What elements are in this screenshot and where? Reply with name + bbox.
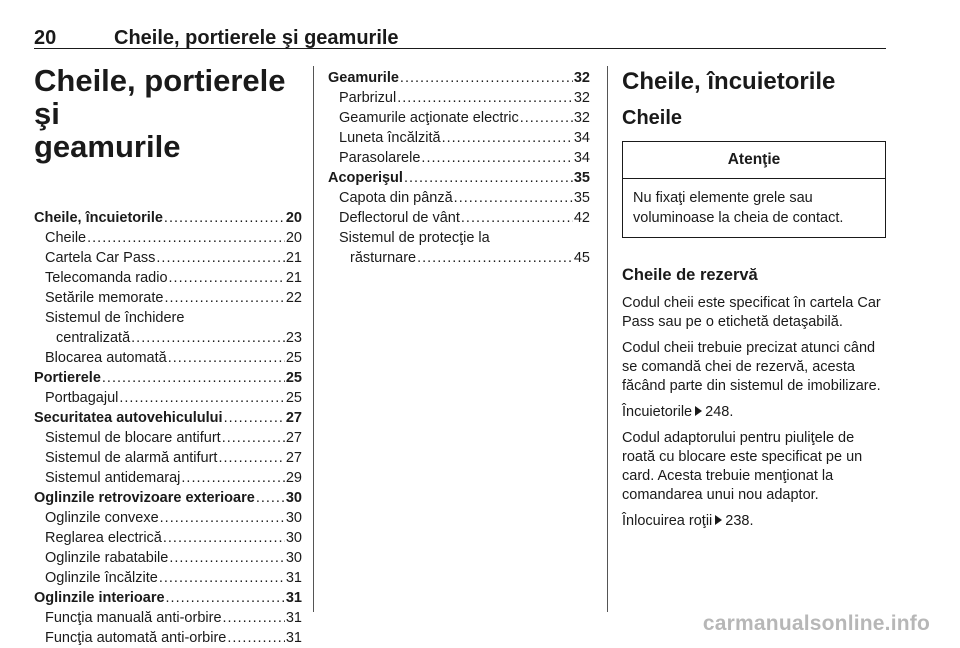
toc-entry-label: Oglinzile încălzite <box>45 570 158 586</box>
toc-entry-label: Acoperişul <box>328 170 403 186</box>
cross-reference[interactable] <box>622 403 888 422</box>
dot-leader <box>168 348 285 368</box>
page-header <box>34 24 886 49</box>
dot-leader <box>404 168 573 188</box>
reference-page: 238. <box>725 513 754 529</box>
paragraph: Codul adaptorului pentru piuliţele de roată cu blocare este specificat pe un card. Acesta trebuie menţionat la comandarea unui nou adaptor. <box>622 430 863 503</box>
dot-leader <box>520 108 573 128</box>
toc-list <box>328 68 590 268</box>
dot-leader <box>400 68 573 88</box>
toc-entry-label: Geamurile acţionate electric <box>339 110 519 126</box>
toc-entry-page: 23 <box>285 330 302 346</box>
header-title: Cheile, portierele şi geamurile <box>114 27 399 49</box>
toc-entry[interactable] <box>328 208 590 228</box>
dot-leader <box>163 528 285 548</box>
dot-leader <box>417 248 573 268</box>
paragraph: Codul cheii este specificat în cartela Car Pass sau pe o etichetă detaşabilă. <box>622 295 881 330</box>
dot-leader <box>454 188 573 208</box>
toc-entry-page: 20 <box>285 210 302 226</box>
toc-entry[interactable] <box>34 508 302 528</box>
toc-section-entry[interactable] <box>328 68 590 88</box>
toc-entry-page: 21 <box>285 270 302 286</box>
toc-entry-page: 31 <box>285 570 302 586</box>
toc-entry-label: Portierele <box>34 370 101 386</box>
dot-leader <box>256 488 285 508</box>
column-divider <box>313 66 314 612</box>
toc-entry-page: 34 <box>573 130 590 146</box>
toc-entry-page: 27 <box>285 410 302 426</box>
toc-entry-page: 25 <box>285 350 302 366</box>
toc-entry[interactable] <box>328 128 590 148</box>
toc-entry-label: Deflectorul de vânt <box>339 210 460 226</box>
chapter-title-line: Cheile, portierele şi <box>34 63 286 131</box>
reference-text: Înlocuirea roţii <box>622 513 713 529</box>
toc-entry[interactable]: Sistemul de protecţie la <box>339 230 490 246</box>
watermark: carmanualsonline.info <box>702 612 930 635</box>
toc-entry-label: Oglinzile retrovizoare exterioare <box>34 490 255 506</box>
toc-entry-label: Sistemul de blocare antifurt <box>45 430 221 446</box>
toc-entry[interactable] <box>34 248 302 268</box>
toc-entry-page: 20 <box>285 230 302 246</box>
paragraph: Codul cheii trebuie precizat atunci când se comandă chei de rezervă, acesta făcând parte din sistemul de imobilizare. <box>622 340 881 394</box>
dot-leader <box>227 628 285 648</box>
toc-entry-label: Funcţia automată anti-orbire <box>45 630 227 646</box>
chapter-title <box>34 64 302 163</box>
toc-entry[interactable] <box>34 448 302 468</box>
dot-leader <box>156 248 284 268</box>
toc-entry-label: Securitatea autovehiculului <box>34 410 223 426</box>
toc-entry[interactable] <box>34 388 302 408</box>
toc-entry-label: Portbagajul <box>45 390 119 406</box>
toc-section-entry[interactable] <box>34 588 302 608</box>
warning-box <box>622 141 886 238</box>
warning-title: Atenţie <box>623 142 885 179</box>
toc-entry-label: Parasolarele <box>339 150 421 166</box>
toc-entry-label: Reglarea electrică <box>45 530 162 546</box>
toc-entry-page: 35 <box>573 190 590 206</box>
toc-column-1 <box>34 64 302 648</box>
dot-leader <box>461 208 573 228</box>
dot-leader <box>223 608 285 628</box>
toc-entry-page: 32 <box>573 70 590 86</box>
dot-leader <box>119 388 285 408</box>
toc-entry-label: Funcţia manuală anti-orbire <box>45 610 222 626</box>
dot-leader <box>166 588 285 608</box>
toc-entry[interactable] <box>328 188 590 208</box>
toc-section-entry[interactable] <box>34 208 302 228</box>
toc-entry-label: Luneta încălzită <box>339 130 441 146</box>
toc-entry-label: Cheile, încuietorile <box>34 210 163 226</box>
toc-entry[interactable] <box>34 268 302 288</box>
reference-text: Încuietorile <box>622 404 693 420</box>
toc-entry[interactable] <box>34 528 302 548</box>
toc-column-2 <box>328 68 590 268</box>
toc-entry-label: Sistemul antidemaraj <box>45 470 181 486</box>
toc-entry[interactable] <box>34 468 302 488</box>
arrow-right-icon <box>715 515 722 525</box>
toc-entry-page: 21 <box>285 250 302 266</box>
dot-leader <box>169 548 285 568</box>
dot-leader <box>397 88 573 108</box>
toc-entry[interactable] <box>34 228 302 248</box>
toc-entry-label: Cheile <box>45 230 87 246</box>
dot-leader <box>218 448 284 468</box>
toc-section-entry[interactable] <box>328 168 590 188</box>
toc-entry-label: Oglinzile rabatabile <box>45 550 169 566</box>
toc-entry-page: 22 <box>285 290 302 306</box>
toc-entry[interactable] <box>328 88 590 108</box>
toc-entry[interactable] <box>34 288 302 308</box>
toc-entry-page: 30 <box>285 510 302 526</box>
subsection-title: Cheile <box>622 107 683 129</box>
dot-leader <box>164 288 284 308</box>
toc-section-entry[interactable] <box>34 488 302 508</box>
toc-entry[interactable]: Sistemul de închidere <box>45 310 185 326</box>
toc-entry[interactable] <box>34 548 302 568</box>
toc-entry-label: Cartela Car Pass <box>45 250 156 266</box>
dot-leader <box>224 408 285 428</box>
arrow-right-icon <box>695 406 702 416</box>
toc-entry-page: 27 <box>285 450 302 466</box>
section-title: Cheile, încuietorile <box>622 68 836 95</box>
dot-leader <box>442 128 573 148</box>
toc-entry-label: Oglinzile convexe <box>45 510 159 526</box>
toc-entry[interactable] <box>34 628 302 648</box>
toc-entry-label: Blocarea automată <box>45 350 167 366</box>
toc-entry-label: Geamurile <box>328 70 399 86</box>
dot-leader <box>160 508 285 528</box>
toc-entry-page: 45 <box>573 250 590 266</box>
toc-entry-page: 31 <box>285 610 302 626</box>
toc-entry[interactable] <box>34 608 302 628</box>
toc-entry-page: 35 <box>573 170 590 186</box>
toc-entry-page: 30 <box>285 530 302 546</box>
dot-leader <box>159 568 285 588</box>
spare-keys-heading: Cheile de rezervă <box>622 266 758 284</box>
dot-leader <box>164 208 285 228</box>
chapter-title-line: geamurile <box>34 129 181 164</box>
content-column <box>622 64 888 538</box>
toc-entry-page: 25 <box>285 390 302 406</box>
dot-leader <box>222 428 285 448</box>
toc-section-entry[interactable] <box>34 368 302 388</box>
toc-entry-page: 31 <box>285 630 302 646</box>
toc-entry-label: Capota din pânză <box>339 190 453 206</box>
column-divider <box>607 66 608 612</box>
toc-entry[interactable] <box>34 428 302 448</box>
toc-entry-page: 25 <box>285 370 302 386</box>
toc-list <box>34 208 302 648</box>
dot-leader <box>169 268 285 288</box>
dot-leader <box>131 328 285 348</box>
toc-entry[interactable] <box>328 108 590 128</box>
dot-leader <box>87 228 285 248</box>
toc-entry-page: 29 <box>285 470 302 486</box>
toc-entry[interactable] <box>328 248 590 268</box>
toc-entry-label: centralizată <box>56 330 131 346</box>
cross-reference[interactable] <box>622 512 888 531</box>
toc-entry-page: 31 <box>285 590 302 606</box>
warning-text: Nu fixaţi elemente grele sau voluminoase la cheia de contact. <box>633 190 844 226</box>
toc-entry-label: Setările memorate <box>45 290 164 306</box>
toc-entry-label: Telecomanda radio <box>45 270 168 286</box>
dot-leader <box>421 148 572 168</box>
toc-section-entry[interactable] <box>34 408 302 428</box>
toc-entry[interactable] <box>34 348 302 368</box>
toc-entry-label: Sistemul de alarmă antifurt <box>45 450 218 466</box>
toc-entry-label: răsturnare <box>350 250 417 266</box>
toc-entry[interactable] <box>34 568 302 588</box>
toc-entry-label: Oglinzile interioare <box>34 590 165 606</box>
toc-entry-page: 27 <box>285 430 302 446</box>
toc-entry-page: 30 <box>285 490 302 506</box>
page-number: 20 <box>34 27 57 49</box>
reference-page: 248. <box>705 404 734 420</box>
toc-entry-page: 30 <box>285 550 302 566</box>
toc-entry-label: Parbrizul <box>339 90 397 106</box>
toc-entry[interactable] <box>328 148 590 168</box>
toc-entry[interactable] <box>34 328 302 348</box>
toc-entry-page: 32 <box>573 90 590 106</box>
toc-entry-page: 32 <box>573 110 590 126</box>
dot-leader <box>102 368 285 388</box>
toc-entry-page: 42 <box>573 210 590 226</box>
dot-leader <box>181 468 284 488</box>
toc-entry-page: 34 <box>573 150 590 166</box>
